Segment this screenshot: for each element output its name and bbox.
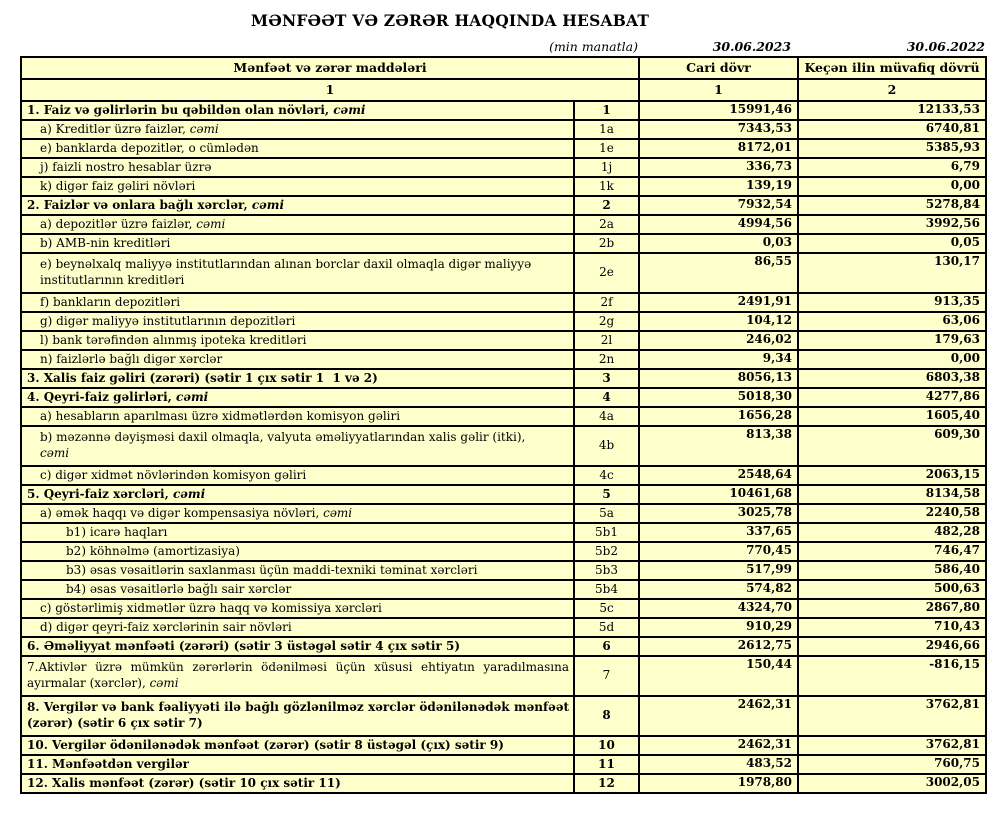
row-label: 3. Xalis faiz gəliri (zərəri) (sətir 1 çıx sətir 1 1 və 2) <box>21 369 574 388</box>
table-row <box>21 599 986 618</box>
row-value-previous: 130,17 <box>798 253 986 293</box>
table-row <box>21 177 986 196</box>
row-label: e) banklarda depozitlər, o cümlədən <box>21 139 574 158</box>
row-label: 5. Qeyri-faiz xərcləri, cəmi <box>21 485 574 504</box>
row-value-previous: 760,75 <box>798 755 986 774</box>
row-code: 5b3 <box>574 561 639 580</box>
row-label: a) hesabların aparılması üzrə xidmətlərdən komisyon gəliri <box>21 407 574 426</box>
row-label: b4) əsas vəsaitlərlə bağlı sair xərclər <box>21 580 574 599</box>
table-row <box>21 407 986 426</box>
table-row <box>21 485 986 504</box>
row-value-current: 813,38 <box>639 426 798 466</box>
row-label: 2. Faizlər və onlara bağlı xərclər, cəmi <box>21 196 574 215</box>
table-row <box>21 234 986 253</box>
row-label-italic-suffix: cəmi <box>176 389 209 404</box>
row-value-current: 2462,31 <box>639 696 798 736</box>
row-label-italic-suffix: cəmi <box>323 505 353 520</box>
row-value-current: 2612,75 <box>639 637 798 656</box>
row-value-current: 770,45 <box>639 542 798 561</box>
row-code: 2n <box>574 350 639 369</box>
row-value-current: 337,65 <box>639 523 798 542</box>
row-code: 8 <box>574 696 639 736</box>
table-row <box>21 561 986 580</box>
row-label: b) məzənnə dəyişməsi daxil olmaqla, valyuta əməliyyatlarından xalis gəlir (itki), cəmi <box>21 426 574 466</box>
row-value-previous: 482,28 <box>798 523 986 542</box>
row-value-current: 483,52 <box>639 755 798 774</box>
row-value-current: 7343,53 <box>639 120 798 139</box>
row-value-previous: 2063,15 <box>798 466 986 485</box>
row-value-previous: 5278,84 <box>798 196 986 215</box>
row-code: 1k <box>574 177 639 196</box>
table-row <box>21 523 986 542</box>
header-row-labels <box>21 57 986 79</box>
date-current: 30.06.2023 <box>712 39 791 54</box>
row-value-previous: 3992,56 <box>798 215 986 234</box>
row-value-current: 10461,68 <box>639 485 798 504</box>
meta-line <box>20 39 985 54</box>
table-row <box>21 736 986 755</box>
row-value-current: 7932,54 <box>639 196 798 215</box>
row-value-current: 0,03 <box>639 234 798 253</box>
row-value-previous: 1605,40 <box>798 407 986 426</box>
row-label: j) faizli nostro hesablar üzrə <box>21 158 574 177</box>
row-value-previous: 586,40 <box>798 561 986 580</box>
table-row <box>21 253 986 293</box>
row-value-previous: 746,47 <box>798 542 986 561</box>
row-label: a) əmək haqqı və digər kompensasiya növləri, cəmi <box>21 504 574 523</box>
row-code: 4c <box>574 466 639 485</box>
date-previous: 30.06.2022 <box>906 39 985 54</box>
row-value-current: 1656,28 <box>639 407 798 426</box>
table-row <box>21 120 986 139</box>
row-value-current: 246,02 <box>639 331 798 350</box>
header-current-label: Cari dövr <box>639 57 798 79</box>
row-value-previous: 6740,81 <box>798 120 986 139</box>
row-value-current: 139,19 <box>639 177 798 196</box>
row-value-previous: 12133,53 <box>798 101 986 120</box>
row-code: 5 <box>574 485 639 504</box>
row-value-current: 8056,13 <box>639 369 798 388</box>
row-value-previous: 2240,58 <box>798 504 986 523</box>
table-row <box>21 388 986 407</box>
row-value-previous: 913,35 <box>798 293 986 312</box>
row-label-italic-suffix: cəmi <box>172 486 206 501</box>
row-label: b3) əsas vəsaitlərin saxlanması üçün maddi-texniki təminat xərcləri <box>21 561 574 580</box>
table-row <box>21 312 986 331</box>
row-code: 2b <box>574 234 639 253</box>
table-row <box>21 196 986 215</box>
row-value-previous: 6803,38 <box>798 369 986 388</box>
row-label: 1. Faiz və gəlirlərin bu qəbildən olan növləri, cəmi <box>21 101 574 120</box>
table-row <box>21 331 986 350</box>
row-value-previous: 500,63 <box>798 580 986 599</box>
row-value-previous: -816,15 <box>798 656 986 696</box>
row-value-current: 86,55 <box>639 253 798 293</box>
row-value-previous: 3762,81 <box>798 696 986 736</box>
row-value-current: 910,29 <box>639 618 798 637</box>
table-row <box>21 774 986 793</box>
row-label: b2) köhnəlmə (amortizasiya) <box>21 542 574 561</box>
row-value-current: 9,34 <box>639 350 798 369</box>
row-code: 2g <box>574 312 639 331</box>
row-code: 2l <box>574 331 639 350</box>
table-row <box>21 656 986 696</box>
row-code: 5b4 <box>574 580 639 599</box>
row-value-previous: 2946,66 <box>798 637 986 656</box>
row-code: 5c <box>574 599 639 618</box>
row-label: l) bank tərəfindən alınmış ipoteka kreditləri <box>21 331 574 350</box>
row-code: 6 <box>574 637 639 656</box>
table-row <box>21 293 986 312</box>
row-code: 2 <box>574 196 639 215</box>
row-code: 3 <box>574 369 639 388</box>
row-label-italic-suffix: cəmi <box>40 446 70 460</box>
table-row <box>21 504 986 523</box>
header-colnum-previous: 2 <box>798 79 986 101</box>
header-colnum-current: 1 <box>639 79 798 101</box>
row-value-previous: 5385,93 <box>798 139 986 158</box>
row-label: 10. Vergilər ödənilənədək mənfəət (zərər) (sətir 8 üstəgəl (çıx) sətir 9) <box>21 736 574 755</box>
table-row <box>21 542 986 561</box>
table-row <box>21 350 986 369</box>
table-row <box>21 101 986 120</box>
row-label: 4. Qeyri-faiz gəlirləri, cəmi <box>21 388 574 407</box>
profit-loss-table <box>20 56 987 794</box>
row-label-italic-suffix: cəmi <box>196 216 226 231</box>
row-value-previous: 63,06 <box>798 312 986 331</box>
row-value-current: 2462,31 <box>639 736 798 755</box>
row-code: 4a <box>574 407 639 426</box>
row-code: 2f <box>574 293 639 312</box>
row-value-current: 574,82 <box>639 580 798 599</box>
table-row <box>21 158 986 177</box>
table-row <box>21 755 986 774</box>
row-code: 1a <box>574 120 639 139</box>
row-label: 6. Əməliyyat mənfəəti (zərəri) (sətir 3 üstəgəl sətir 4 çıx sətir 5) <box>21 637 574 656</box>
row-code: 5b1 <box>574 523 639 542</box>
table-row <box>21 696 986 736</box>
row-value-previous: 609,30 <box>798 426 986 466</box>
table-header <box>21 57 986 101</box>
header-row-numbers <box>21 79 986 101</box>
row-value-current: 4324,70 <box>639 599 798 618</box>
row-label: d) digər qeyri-faiz xərclərinin sair növləri <box>21 618 574 637</box>
row-code: 7 <box>574 656 639 696</box>
row-label: a) depozitlər üzrə faizlər, cəmi <box>21 215 574 234</box>
row-label-italic-suffix: cəmi <box>189 121 219 136</box>
row-label: c) digər xidmət növlərindən komisyon gəliri <box>21 466 574 485</box>
row-code: 1 <box>574 101 639 120</box>
row-value-previous: 0,05 <box>798 234 986 253</box>
report-table-body <box>21 101 986 793</box>
row-value-previous: 0,00 <box>798 177 986 196</box>
header-previous-label: Keçən ilin müvafiq dövrü <box>798 57 986 79</box>
row-value-previous: 0,00 <box>798 350 986 369</box>
table-row <box>21 618 986 637</box>
table-row <box>21 426 986 466</box>
units-note: (min manatla) <box>549 39 638 54</box>
row-value-current: 8172,01 <box>639 139 798 158</box>
row-label: g) digər maliyyə institutlarının depozitləri <box>21 312 574 331</box>
row-label: 12. Xalis mənfəət (zərər) (sətir 10 çıx sətir 11) <box>21 774 574 793</box>
row-label: c) göstərlimiş xidmətlər üzrə haqq və komissiya xərcləri <box>21 599 574 618</box>
row-code: 2a <box>574 215 639 234</box>
row-value-current: 2548,64 <box>639 466 798 485</box>
table-row <box>21 369 986 388</box>
row-label: e) beynəlxalq maliyyə institutlarından alınan borclar daxil olmaqla digər maliyyə institutlarının kreditləri <box>21 253 574 293</box>
row-code: 5b2 <box>574 542 639 561</box>
row-code: 12 <box>574 774 639 793</box>
row-code: 1j <box>574 158 639 177</box>
row-label: b1) icarə haqları <box>21 523 574 542</box>
row-code: 5d <box>574 618 639 637</box>
page-title: MƏNFƏƏT VƏ ZƏRƏR HAQQINDA HESABAT <box>250 11 650 30</box>
row-label-italic-suffix: cəmi <box>149 676 179 690</box>
table-row <box>21 139 986 158</box>
row-code: 5a <box>574 504 639 523</box>
row-value-previous: 4277,86 <box>798 388 986 407</box>
row-value-current: 1978,80 <box>639 774 798 793</box>
row-label: 7.Aktivlər üzrə mümkün zərərlərin ödənilməsi üçün xüsusi ehtiyatın yaradılmasına ayırmalar (xərclər), cəmi <box>21 656 574 696</box>
row-value-previous: 710,43 <box>798 618 986 637</box>
row-value-previous: 2867,80 <box>798 599 986 618</box>
row-label-italic-suffix: cəmi <box>251 197 285 212</box>
row-code: 4b <box>574 426 639 466</box>
table-row <box>21 215 986 234</box>
row-value-previous: 3002,05 <box>798 774 986 793</box>
row-label: 8. Vergilər və bank fəaliyyəti ilə bağlı gözlənilməz xərclər ödənilənədək mənfəət (zərər) (sətir 6 çıx sətir 7) <box>21 696 574 736</box>
row-label: 11. Mənfəətdən vergilər <box>21 755 574 774</box>
row-label: n) faizlərlə bağlı digər xərclər <box>21 350 574 369</box>
row-value-current: 2491,91 <box>639 293 798 312</box>
row-value-current: 4994,56 <box>639 215 798 234</box>
row-value-current: 150,44 <box>639 656 798 696</box>
row-value-previous: 3762,81 <box>798 736 986 755</box>
row-value-previous: 6,79 <box>798 158 986 177</box>
table-row <box>21 466 986 485</box>
row-value-current: 3025,78 <box>639 504 798 523</box>
header-items-label: Mənfəət və zərər maddələri <box>21 57 639 79</box>
row-code: 10 <box>574 736 639 755</box>
row-code: 1e <box>574 139 639 158</box>
row-label: a) Kreditlər üzrə faizlər, cəmi <box>21 120 574 139</box>
row-value-current: 5018,30 <box>639 388 798 407</box>
table-row <box>21 580 986 599</box>
row-code: 4 <box>574 388 639 407</box>
row-label: k) digər faiz gəliri növləri <box>21 177 574 196</box>
row-value-current: 104,12 <box>639 312 798 331</box>
row-value-previous: 8134,58 <box>798 485 986 504</box>
row-value-current: 336,73 <box>639 158 798 177</box>
row-value-previous: 179,63 <box>798 331 986 350</box>
header-colnum-items: 1 <box>21 79 639 101</box>
row-value-current: 517,99 <box>639 561 798 580</box>
row-code: 11 <box>574 755 639 774</box>
row-label: b) AMB-nin kreditləri <box>21 234 574 253</box>
table-row <box>21 637 986 656</box>
row-label-italic-suffix: cəmi <box>333 102 366 117</box>
row-label: f) bankların depozitləri <box>21 293 574 312</box>
row-value-current: 15991,46 <box>639 101 798 120</box>
row-code: 2e <box>574 253 639 293</box>
